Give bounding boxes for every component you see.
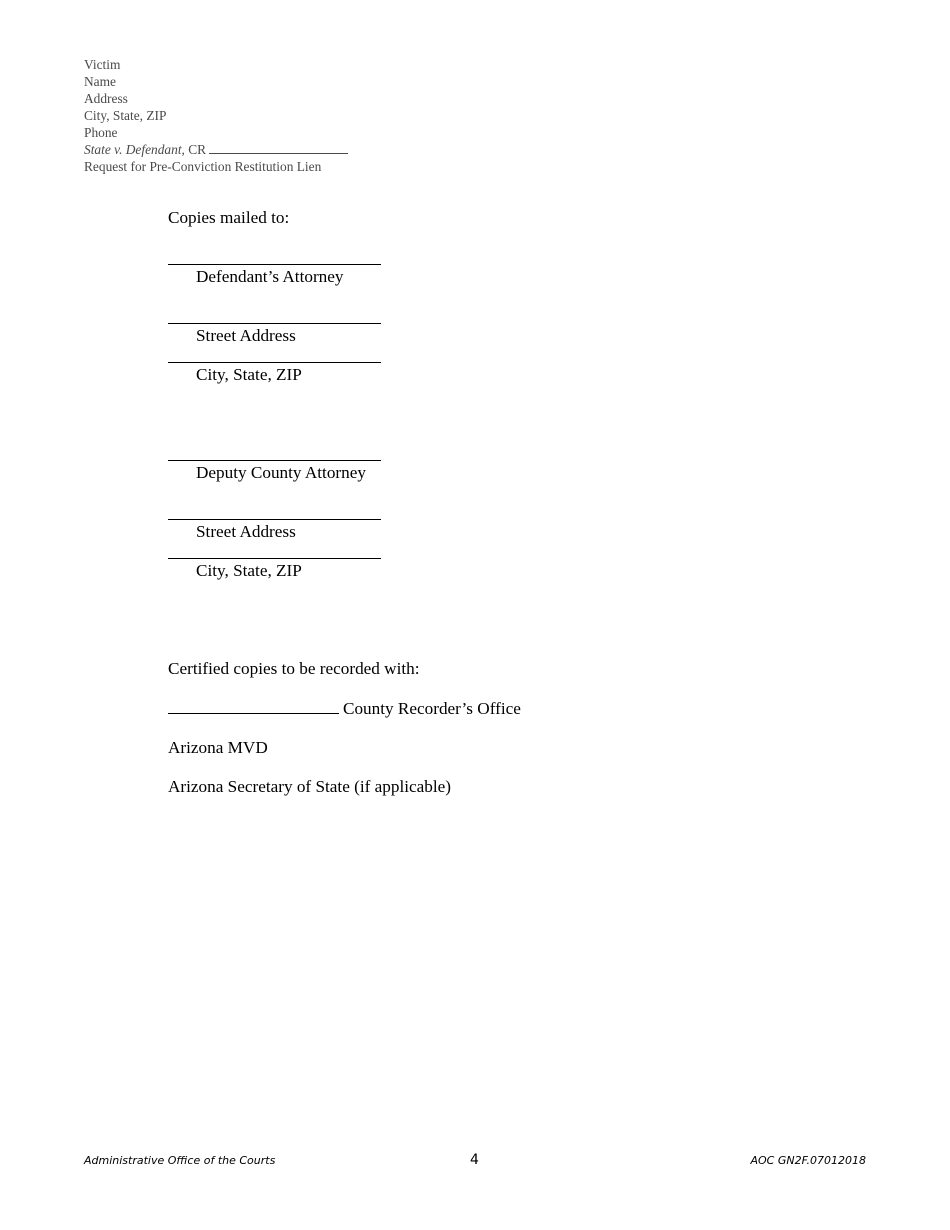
city-state-zip-2-blank — [168, 558, 381, 559]
county-name-blank — [168, 699, 339, 714]
deputy-county-attorney-blank — [168, 460, 381, 461]
case-caption-cr: , CR — [181, 142, 207, 157]
street-address-1-blank — [168, 323, 381, 324]
header-name: Name — [84, 74, 116, 89]
header-address: Address — [84, 91, 128, 106]
county-recorder-label: County Recorder’s Office — [343, 699, 521, 718]
header-phone: Phone — [84, 125, 118, 140]
defendant-attorney-blank — [168, 264, 381, 265]
street-address-2-blank — [168, 519, 381, 520]
street-address-2-label: Street Address — [196, 522, 296, 541]
city-state-zip-2-label: City, State, ZIP — [196, 561, 302, 580]
arizona-mvd: Arizona MVD — [168, 738, 268, 757]
document-title: Request for Pre-Conviction Restitution Lien — [84, 159, 322, 174]
header-victim: Victim — [84, 57, 121, 72]
case-number-blank — [209, 141, 348, 154]
deputy-county-attorney-label: Deputy County Attorney — [196, 463, 366, 482]
arizona-secretary-of-state: Arizona Secretary of State (if applicable) — [168, 777, 451, 796]
header-city-state-zip: City, State, ZIP — [84, 108, 167, 123]
city-state-zip-1-label: City, State, ZIP — [196, 365, 302, 384]
case-caption — [84, 141, 348, 158]
city-state-zip-1-blank — [168, 362, 381, 363]
defendant-attorney-label: Defendant’s Attorney — [196, 267, 344, 286]
header-block — [84, 56, 348, 175]
county-recorder-line — [168, 699, 521, 719]
page-number: 4 — [470, 1152, 479, 1168]
copies-heading: Copies mailed to: — [168, 208, 290, 227]
certified-heading: Certified copies to be recorded with: — [168, 659, 420, 678]
footer-office: Administrative Office of the Courts — [84, 1154, 276, 1167]
footer-form-code: AOC GN2F.07012018 — [750, 1154, 866, 1167]
case-caption-parties: State v. Defendant — [84, 142, 182, 157]
street-address-1-label: Street Address — [196, 326, 296, 345]
